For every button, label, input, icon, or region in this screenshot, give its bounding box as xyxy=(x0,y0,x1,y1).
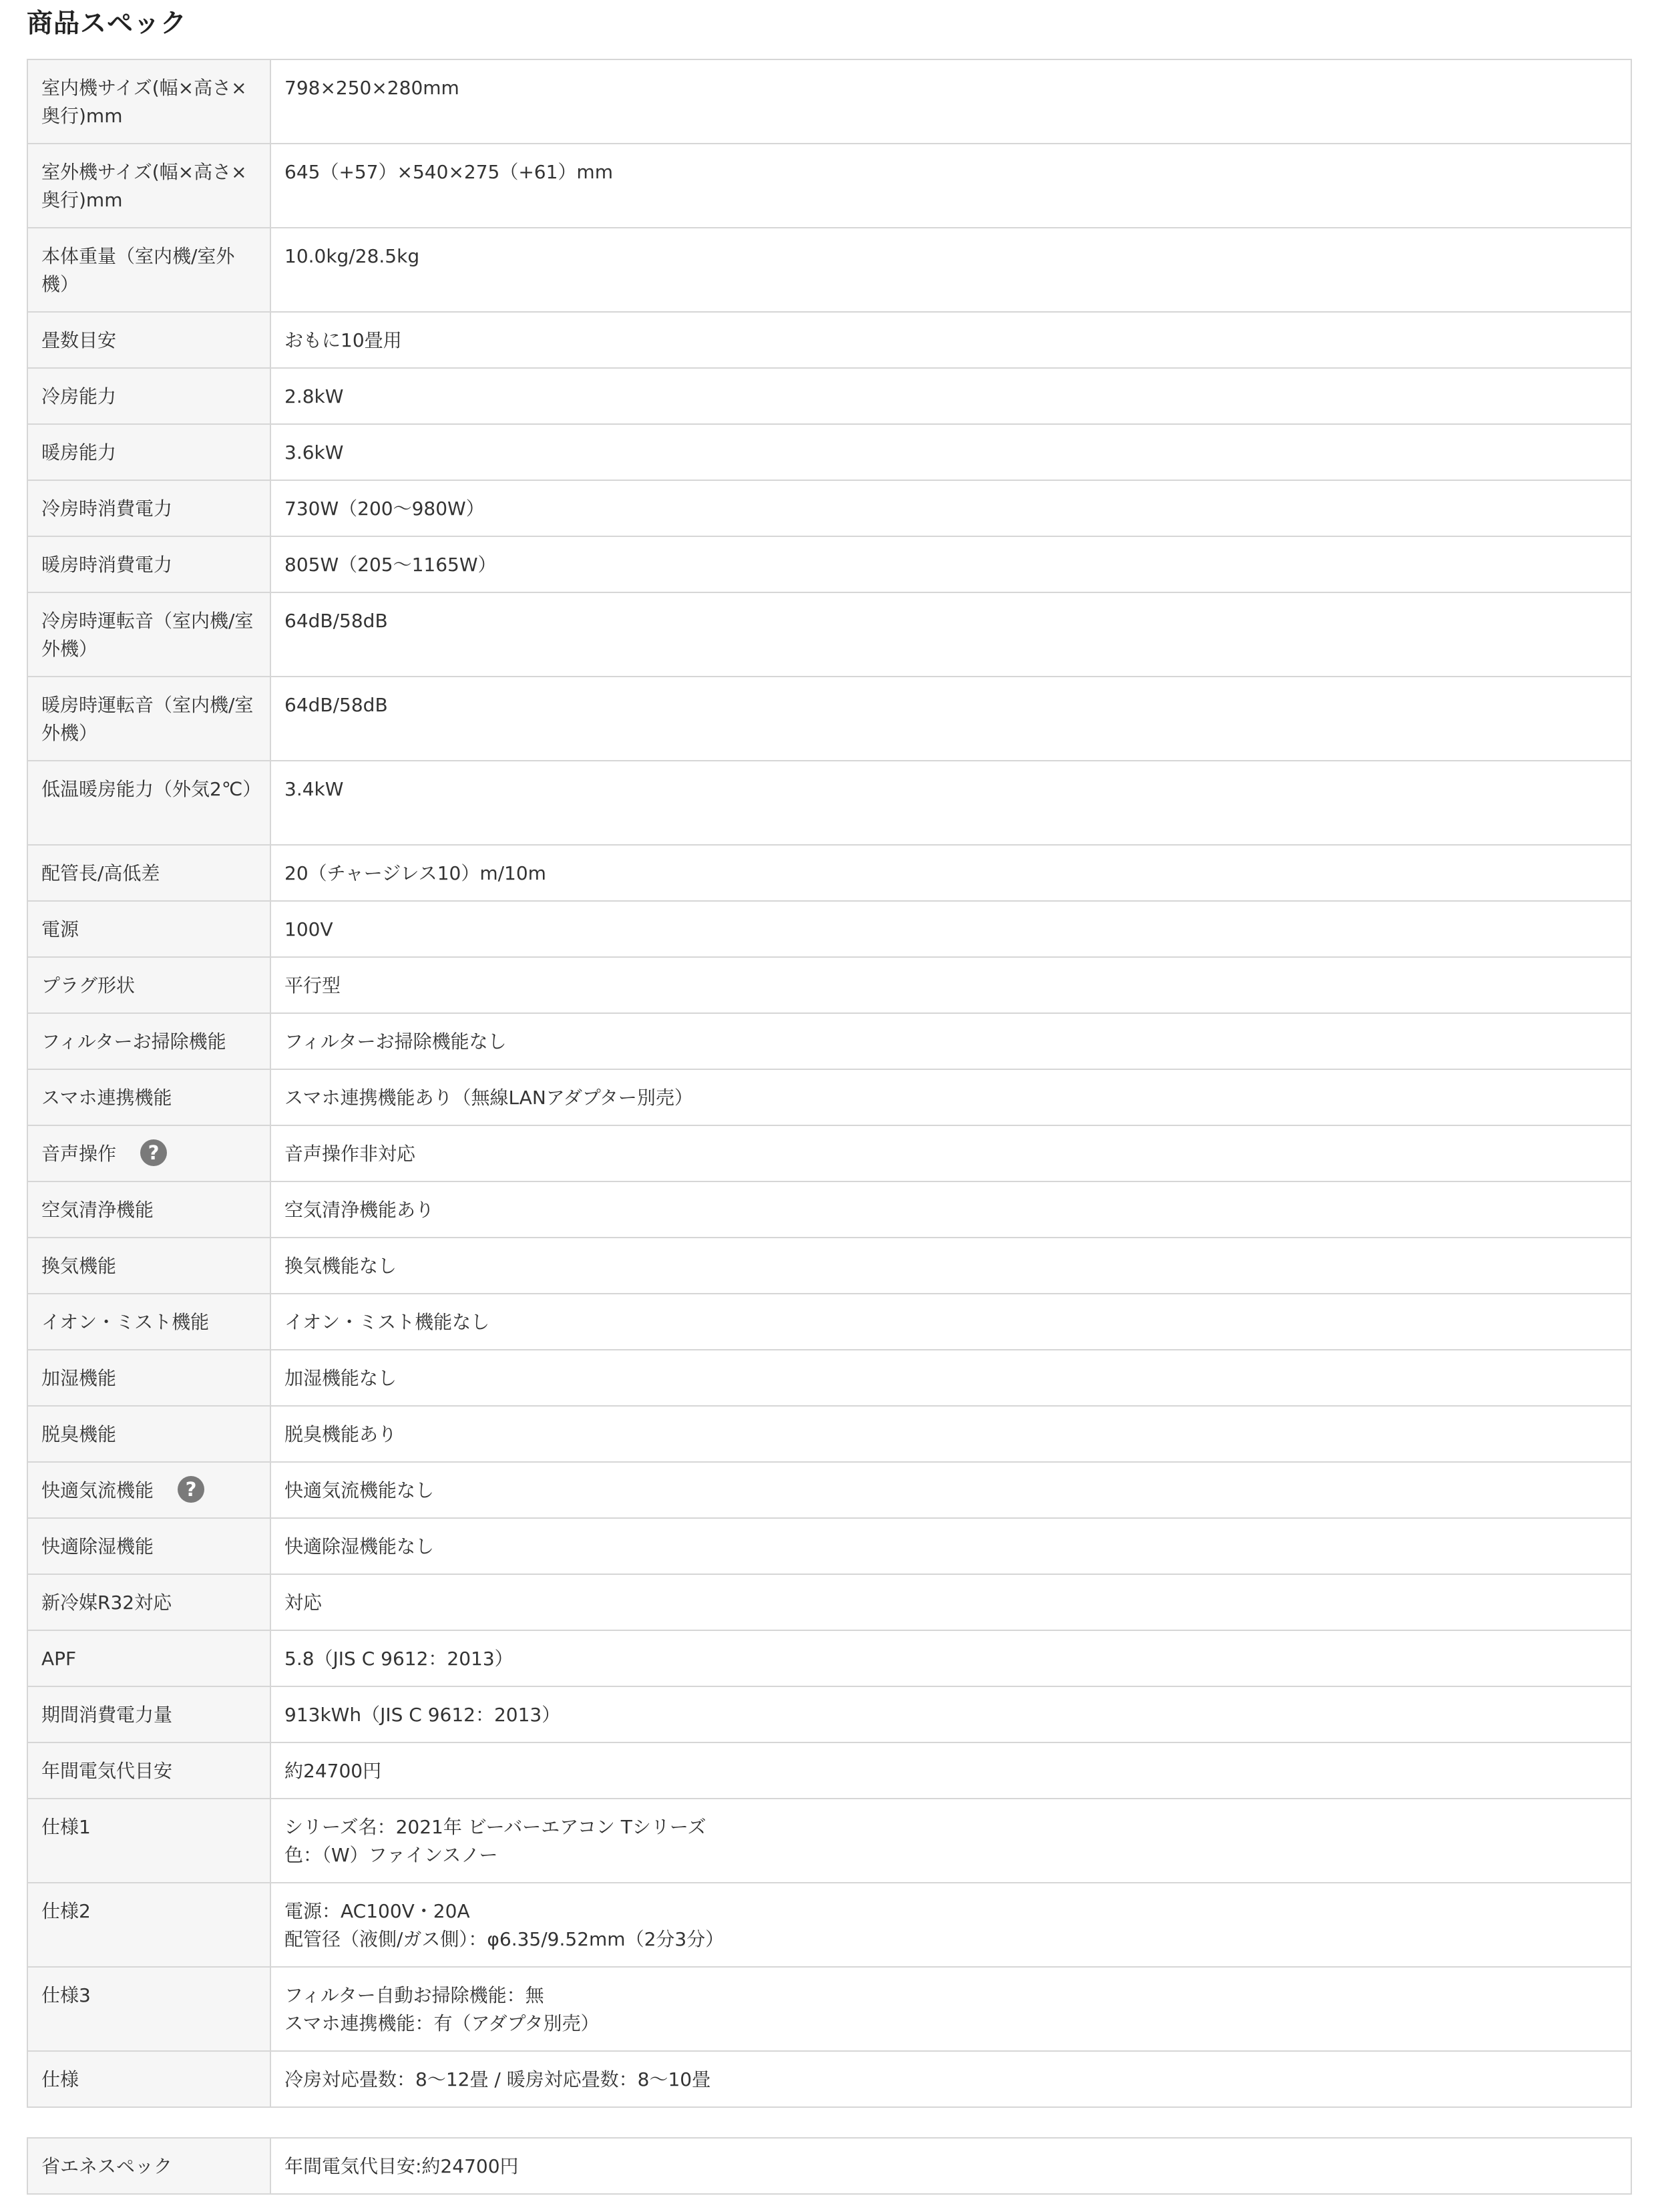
spec-label: スマホ連携機能 xyxy=(27,1069,270,1125)
spec-row xyxy=(27,1742,1631,1799)
spec-label: 脱臭機能 xyxy=(27,1406,270,1462)
spec-row xyxy=(27,845,1631,901)
spec-value: 913kWh（JIS C 9612：2013） xyxy=(270,1686,1631,1742)
spec-label: 本体重量（室内機/室外機） xyxy=(27,228,270,312)
spec-value-line: 電源：AC100V・20A xyxy=(284,1900,470,1922)
spec-value: 805W（205〜1165W） xyxy=(270,536,1631,592)
spec-row xyxy=(27,1294,1631,1350)
spec-label: プラグ形状 xyxy=(27,957,270,1013)
spec-value-line: 配管径（液側/ガス側）：φ6.35/9.52mm（2分3分） xyxy=(284,1928,724,1950)
energy-spec-value: 年間電気代目安:約24700円 xyxy=(270,2138,1631,2194)
spec-row xyxy=(27,536,1631,592)
spec-row xyxy=(27,1462,1631,1518)
help-icon[interactable]: ? xyxy=(178,1476,204,1503)
help-icon[interactable]: ? xyxy=(140,1139,167,1166)
spec-value: 3.6kW xyxy=(270,424,1631,480)
spec-value-line: スマホ連携機能：有（アダプタ別売） xyxy=(284,2012,600,2034)
spec-label: 仕様3 xyxy=(27,1967,270,2051)
spec-value: 約24700円 xyxy=(270,1742,1631,1799)
spec-row xyxy=(27,1967,1631,2051)
spec-label: 空気清浄機能 xyxy=(27,1181,270,1238)
spec-row xyxy=(27,144,1631,228)
spec-value: 798×250×280mm xyxy=(270,59,1631,144)
spec-value: 脱臭機能あり xyxy=(270,1406,1631,1462)
page-title: 商品スペック xyxy=(27,9,188,39)
spec-label: 暖房時消費電力 xyxy=(27,536,270,592)
spec-row xyxy=(27,2051,1631,2107)
spec-row xyxy=(27,228,1631,312)
spec-value: おもに10畳用 xyxy=(270,312,1631,368)
spec-value: 空気清浄機能あり xyxy=(270,1181,1631,1238)
spec-row xyxy=(27,1686,1631,1742)
spec-row xyxy=(27,1069,1631,1125)
spec-label: 低温暖房能力（外気2℃） xyxy=(27,761,270,845)
spec-value-cell xyxy=(270,1883,1631,1967)
spec-row xyxy=(27,1574,1631,1630)
spec-value: 換気機能なし xyxy=(270,1238,1631,1294)
spec-value-line: フィルター自動お掃除機能：無 xyxy=(284,1984,544,2006)
spec-label: 暖房能力 xyxy=(27,424,270,480)
spec-row xyxy=(27,1406,1631,1462)
spec-row xyxy=(27,1181,1631,1238)
spec-row xyxy=(27,1630,1631,1686)
spec-value: 645（+57）×540×275（+61）mm xyxy=(270,144,1631,228)
spec-value: 2.8kW xyxy=(270,368,1631,424)
spec-label: 室内機サイズ(幅×高さ×奥行)mm xyxy=(27,59,270,144)
spec-label: 快適除湿機能 xyxy=(27,1518,270,1574)
spec-label: 快適気流機能 xyxy=(41,1479,154,1501)
spec-row xyxy=(27,901,1631,957)
spec-row xyxy=(27,368,1631,424)
spec-label: 換気機能 xyxy=(27,1238,270,1294)
energy-spec-table xyxy=(27,2137,1632,2195)
spec-row xyxy=(27,312,1631,368)
spec-row xyxy=(27,1883,1631,1967)
spec-label: 冷房時運転音（室内機/室外機） xyxy=(27,592,270,677)
spec-row xyxy=(27,480,1631,536)
spec-row xyxy=(27,957,1631,1013)
spec-value: イオン・ミスト機能なし xyxy=(270,1294,1631,1350)
spec-value: 10.0kg/28.5kg xyxy=(270,228,1631,312)
spec-value: 3.4kW xyxy=(270,761,1631,845)
spec-label: 室外機サイズ(幅×高さ×奥行)mm xyxy=(27,144,270,228)
spec-value: 20（チャージレス10）m/10m xyxy=(270,845,1631,901)
spec-label: 期間消費電力量 xyxy=(27,1686,270,1742)
spec-value: 64dB/58dB xyxy=(270,677,1631,761)
spec-value: 平行型 xyxy=(270,957,1631,1013)
spec-label: 加湿機能 xyxy=(27,1350,270,1406)
spec-value: 快適除湿機能なし xyxy=(270,1518,1631,1574)
spec-value: フィルターお掃除機能なし xyxy=(270,1013,1631,1069)
spec-row xyxy=(27,1238,1631,1294)
spec-row xyxy=(27,592,1631,677)
spec-value: 100V xyxy=(270,901,1631,957)
spec-value: 5.8（JIS C 9612：2013） xyxy=(270,1630,1631,1686)
spec-value: 冷房対応畳数：8〜12畳 / 暖房対応畳数：8〜10畳 xyxy=(270,2051,1631,2107)
spec-value: 730W（200〜980W） xyxy=(270,480,1631,536)
spec-row xyxy=(27,761,1631,845)
spec-row xyxy=(27,59,1631,144)
spec-label-cell xyxy=(27,1462,270,1518)
energy-spec-label: 省エネスペック xyxy=(27,2138,270,2194)
spec-label: 電源 xyxy=(27,901,270,957)
spec-table xyxy=(27,59,1632,2108)
spec-label: イオン・ミスト機能 xyxy=(27,1294,270,1350)
spec-label: 暖房時運転音（室内機/室外機） xyxy=(27,677,270,761)
spec-label: 冷房時消費電力 xyxy=(27,480,270,536)
energy-spec-row xyxy=(27,2138,1631,2194)
spec-value: 対応 xyxy=(270,1574,1631,1630)
spec-label: フィルターお掃除機能 xyxy=(27,1013,270,1069)
spec-row xyxy=(27,1799,1631,1883)
spec-label-cell xyxy=(27,1125,270,1181)
spec-label: 音声操作 xyxy=(41,1143,117,1165)
spec-value: 加湿機能なし xyxy=(270,1350,1631,1406)
spec-label: 年間電気代目安 xyxy=(27,1742,270,1799)
spec-value: 64dB/58dB xyxy=(270,592,1631,677)
spec-label: 配管長/高低差 xyxy=(27,845,270,901)
spec-label: 仕様 xyxy=(27,2051,270,2107)
spec-label: 仕様2 xyxy=(27,1883,270,1967)
spec-row xyxy=(27,1518,1631,1574)
spec-label: 冷房能力 xyxy=(27,368,270,424)
spec-row xyxy=(27,677,1631,761)
spec-value: 快適気流機能なし xyxy=(270,1462,1631,1518)
spec-value-cell xyxy=(270,1967,1631,2051)
spec-label: 新冷媒R32対応 xyxy=(27,1574,270,1630)
spec-value-cell xyxy=(270,1799,1631,1883)
spec-value-line: 色：（W）ファインスノー xyxy=(284,1844,498,1866)
spec-value-line: シリーズ名：2021年 ビーバーエアコン Tシリーズ xyxy=(284,1816,706,1838)
spec-row xyxy=(27,1350,1631,1406)
spec-label: APF xyxy=(27,1630,270,1686)
spec-value: スマホ連携機能あり（無線LANアダプター別売） xyxy=(270,1069,1631,1125)
spec-row xyxy=(27,1125,1631,1181)
spec-label: 畳数目安 xyxy=(27,312,270,368)
spec-value: 音声操作非対応 xyxy=(270,1125,1631,1181)
spec-label: 仕様1 xyxy=(27,1799,270,1883)
spec-row xyxy=(27,1013,1631,1069)
spec-row xyxy=(27,424,1631,480)
